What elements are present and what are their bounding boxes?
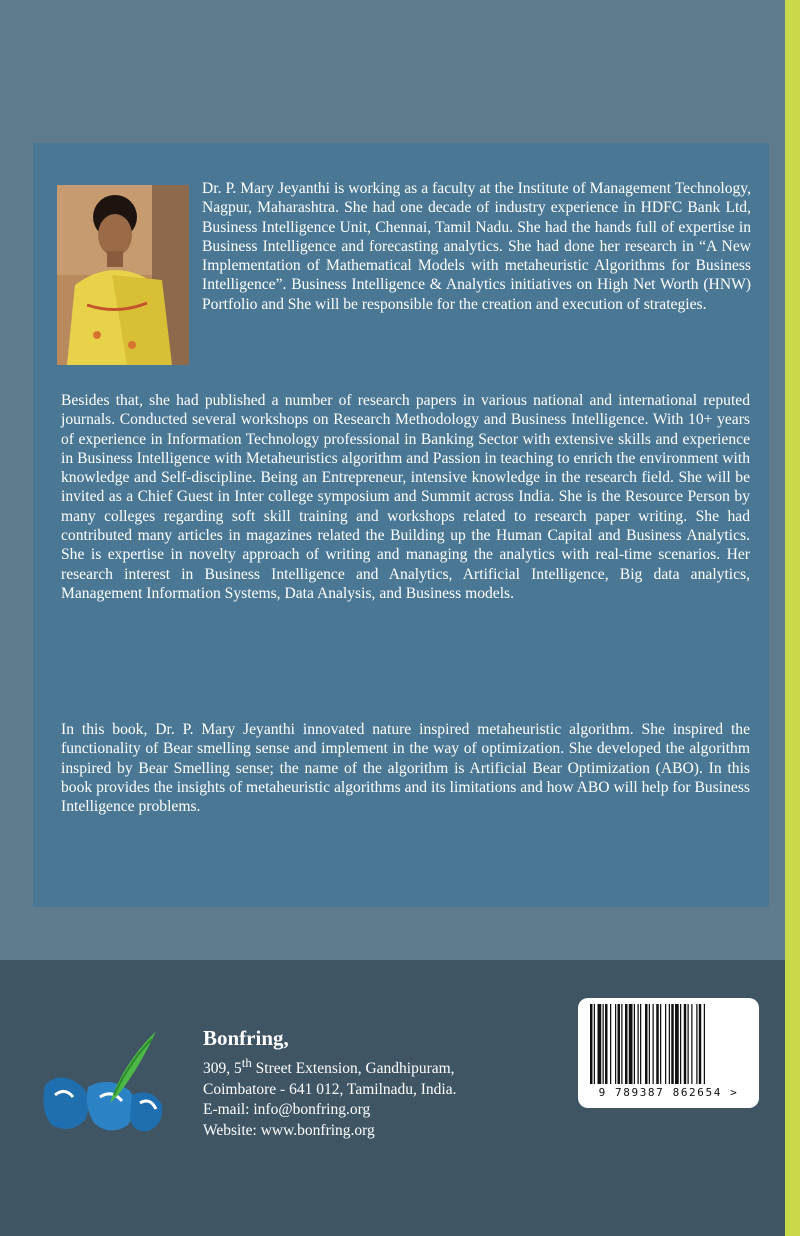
book-paragraph-text: In this book, Dr. P. Mary Jeyanthi innovated nature inspired metaheuristic algorithm. She inspired the functionality of Bear smelling sense and implement in the way of optimization. She developed the algorithm inspired by Bear Smelling sense; the name of the algorithm is Artificial Bear Optimization (ABO). In this book provides the insights of metaheuristic algorithms and its limitations and how ABO will help for Business Intelligence problems. [61,721,750,816]
barcode-bar [598,1004,602,1084]
publisher-city: Coimbatore - 641 012, Tamilnadu, India. [203,1080,457,1098]
barcode-bar [610,1004,611,1084]
barcode-bar [594,1004,595,1084]
publisher-address-number: 309, 5 [203,1060,242,1078]
barcode-bar [634,1004,635,1084]
bonfring-logo [40,1025,166,1135]
barcode-digits: 9 789387 862654 > [598,1086,739,1099]
publisher-address [203,1053,456,1080]
barcode-bar [618,1004,621,1084]
barcode-bar [629,1004,633,1084]
barcode-bar [696,1004,697,1084]
barcode-bar [649,1004,650,1084]
career-paragraph [61,391,750,603]
barcode-bar [603,1004,604,1084]
barcode-bar [615,1004,616,1084]
publisher-name: Bonfring, [203,1026,289,1050]
barcode-bar [605,1004,608,1084]
publisher-website: Website: www.bonfring.org [203,1121,375,1139]
barcode-bar [691,1004,692,1084]
barcode-bar [660,1004,661,1084]
barcode-bar [638,1004,639,1084]
publisher-address-sup: th [241,1055,252,1070]
barcode-bar [699,1004,702,1084]
barcode-bar [665,1004,666,1084]
barcode-bar [684,1004,687,1084]
barcode-bar [640,1004,641,1084]
isbn-barcode [578,998,759,1108]
book-paragraph [61,720,750,816]
barcode-bar [656,1004,659,1084]
career-paragraph-text: Besides that, she had published a number of research papers in various national and international reputed journals. Conducted several workshops on Research Methodology and Business Intelligence. With 10+ years of experience in Information Technology professional in Banking Sector with extensive skills and experience in Business Intelligence with Metaheuristics algorithm and Passion in teaching to enrich the environment with knowledge and Self-discipline. Being an Entrepreneur, intensive knowledge in the research field. She will be invited as a Chief Guest in Inter college symposium and Summit across India. She is the Resource Person by many colleges regarding soft skill training and workshops related to research paper writing. She had contributed many articles in magazines related the Building up the Human Capital and Business Analytics. She is expertise in novelty approach of writing and managing the analytics with real-time scenarios. Her research interest in Business Intelligence and Analytics, Artificial Intelligence, Big data analytics, Management Information Systems, Data Analysis, and Business models. [61,392,750,602]
publisher-address-street: Street Extension, Gandhipuram, [251,1060,455,1078]
barcode-bar [669,1004,670,1084]
barcode-bar [704,1004,705,1084]
barcode-bar [675,1004,679,1084]
barcode-bar [680,1004,681,1084]
spine-accent-strip [785,0,800,1236]
barcode-bar [645,1004,648,1084]
barcode-bar [590,1004,593,1084]
barcode-bar [653,1004,654,1084]
publisher-email: E-mail: info@bonfring.org [203,1101,371,1119]
author-photo [57,185,189,365]
barcode-bar [671,1004,674,1084]
publisher-info [203,1025,456,1141]
barcode-bars [588,1004,749,1084]
author-bio-text: Dr. P. Mary Jeyanthi is working as a faculty at the Institute of Management Technology, Nagpur, Maharashtra. She had one decade of industry experience in HDFC Bank Ltd, Business Intelligence Unit, Chennai, Tamil Nadu. She had the hands full of expertise in Business Intelligence and forecasting analytics. She had done her research in “A New Implementation of Mathematical Models with metaheuristic Algorithms for Business Intelligence”. Business Intelligence & Analytics initiatives on High Net Worth (HNW) Portfolio and She will be responsible for the creation and execution of strategies. [202,180,751,313]
author-bio [202,179,751,314]
barcode-bar [688,1004,689,1084]
barcode-bar [621,1004,622,1084]
barcode-bar [625,1004,628,1084]
